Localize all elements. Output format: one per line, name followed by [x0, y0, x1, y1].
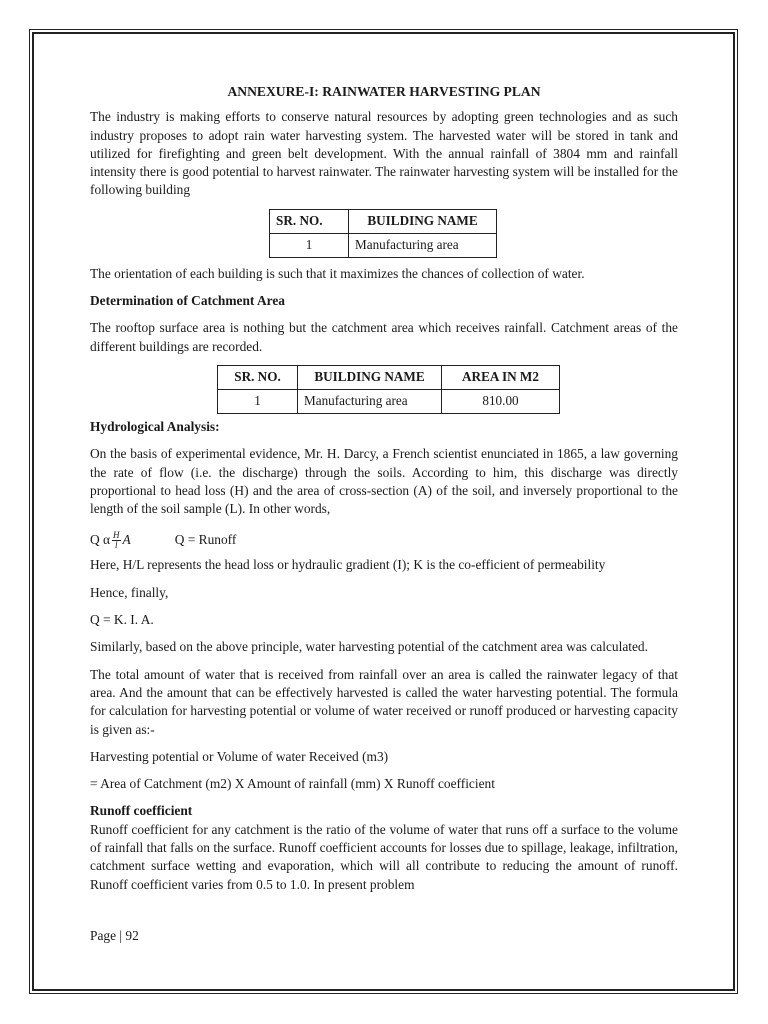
runoff-heading: Runoff coefficient — [90, 803, 193, 819]
cell-building-name: Manufacturing area — [349, 233, 497, 257]
formula-area: A — [122, 532, 131, 548]
formula-fraction — [112, 531, 121, 550]
hydrological-paragraph: On the basis of experimental evidence, Mr. H. Darcy, a French scientist enunciated in 1865, a law governing the rate of flow (i.e. the discharge) through the soils. According to him, this discharge was directly proportional to head loss (H) and the area of cross-section (A) of the soil, and inversely proportional to the length of the soil sample (L). In other words, — [90, 446, 678, 517]
runoff-paragraph: Runoff coefficient for any catchment is the ratio of the volume of water that runs off a surface to the volume of rainfall that falls on the surface. Runoff coefficient accounts for losses due to spillage, leakage, infiltration, catchment surface wetting and evaporation, which will all contribute to reducing the amount of runoff. Runoff coefficient varies from 0.5 to 1.0. In present problem — [90, 821, 678, 892]
similarly-paragraph: Similarly, based on the above principle, water harvesting potential of the catchment area was calculated. — [90, 639, 648, 655]
hence-paragraph: Hence, finally, — [90, 584, 169, 600]
catchment-area-table — [217, 365, 560, 414]
table-row — [270, 233, 497, 257]
intro-paragraph: The industry is making efforts to conserve natural resources by adopting green technologies and as such industry proposes to adopt rain water harvesting system. The harvested water will be stored in tank and utilized for firefighting and green belt development. With the annual rainfall of 3804 mm and rainfall intensity there is good potential to harvest rainwater. The rainwater harvesting system will be installed for the following building — [90, 109, 678, 198]
table-header-row — [270, 209, 497, 233]
catchment-heading: Determination of Catchment Area — [90, 293, 285, 309]
total-amount-paragraph: The total amount of water that is received from rainfall over an area is called the rainwater legacy of that area. And the amount that can be effectively harvested is called the water harvesting potential. The formula for calculation for harvesting potential or volume of water received or runoff produced or harvesting capacity is given as:- — [90, 666, 678, 737]
header-building-name: BUILDING NAME — [349, 209, 497, 233]
document-title: ANNEXURE-I: RAINWATER HARVESTING PLAN — [227, 84, 541, 99]
area-formula-line: = Area of Catchment (m2) X Amount of rainfall (mm) X Runoff coefficient — [90, 776, 495, 792]
document-body — [90, 80, 678, 903]
header-sr-no: SR. NO. — [218, 365, 298, 389]
header-building-name: BUILDING NAME — [298, 365, 442, 389]
header-sr-no: SR. NO. — [270, 209, 349, 233]
fraction-denominator: l — [115, 539, 118, 550]
cell-sr-no: 1 — [270, 233, 349, 257]
catchment-paragraph: The rooftop surface area is nothing but the catchment area which receives rainfall. Catchment areas of the different buildings are recorded. — [90, 320, 678, 354]
table-row — [218, 389, 560, 413]
harvest-potential-line: Harvesting potential or Volume of water Received (m3) — [90, 748, 389, 764]
cell-area: 810.00 — [442, 389, 560, 413]
formula-lhs: Q α — [90, 532, 111, 548]
orientation-paragraph: The orientation of each building is such that it maximizes the chances of collection of water. — [90, 265, 585, 281]
fraction-numerator: H — [113, 529, 120, 540]
building-table — [269, 209, 497, 258]
qkia-formula: Q = K. I. A. — [90, 612, 154, 628]
cell-building-name: Manufacturing area — [298, 389, 442, 413]
hydrological-heading: Hydrological Analysis: — [90, 418, 220, 434]
cell-sr-no: 1 — [218, 389, 298, 413]
darcy-formula — [90, 527, 678, 553]
here-paragraph: Here, H/L represents the head loss or hydraulic gradient (I); K is the co-efficient of permeability — [90, 557, 606, 573]
header-area: AREA IN M2 — [442, 365, 560, 389]
page-number: Page | 92 — [90, 928, 139, 943]
formula-runoff: Q = Runoff — [174, 532, 237, 548]
table-header-row — [218, 365, 560, 389]
